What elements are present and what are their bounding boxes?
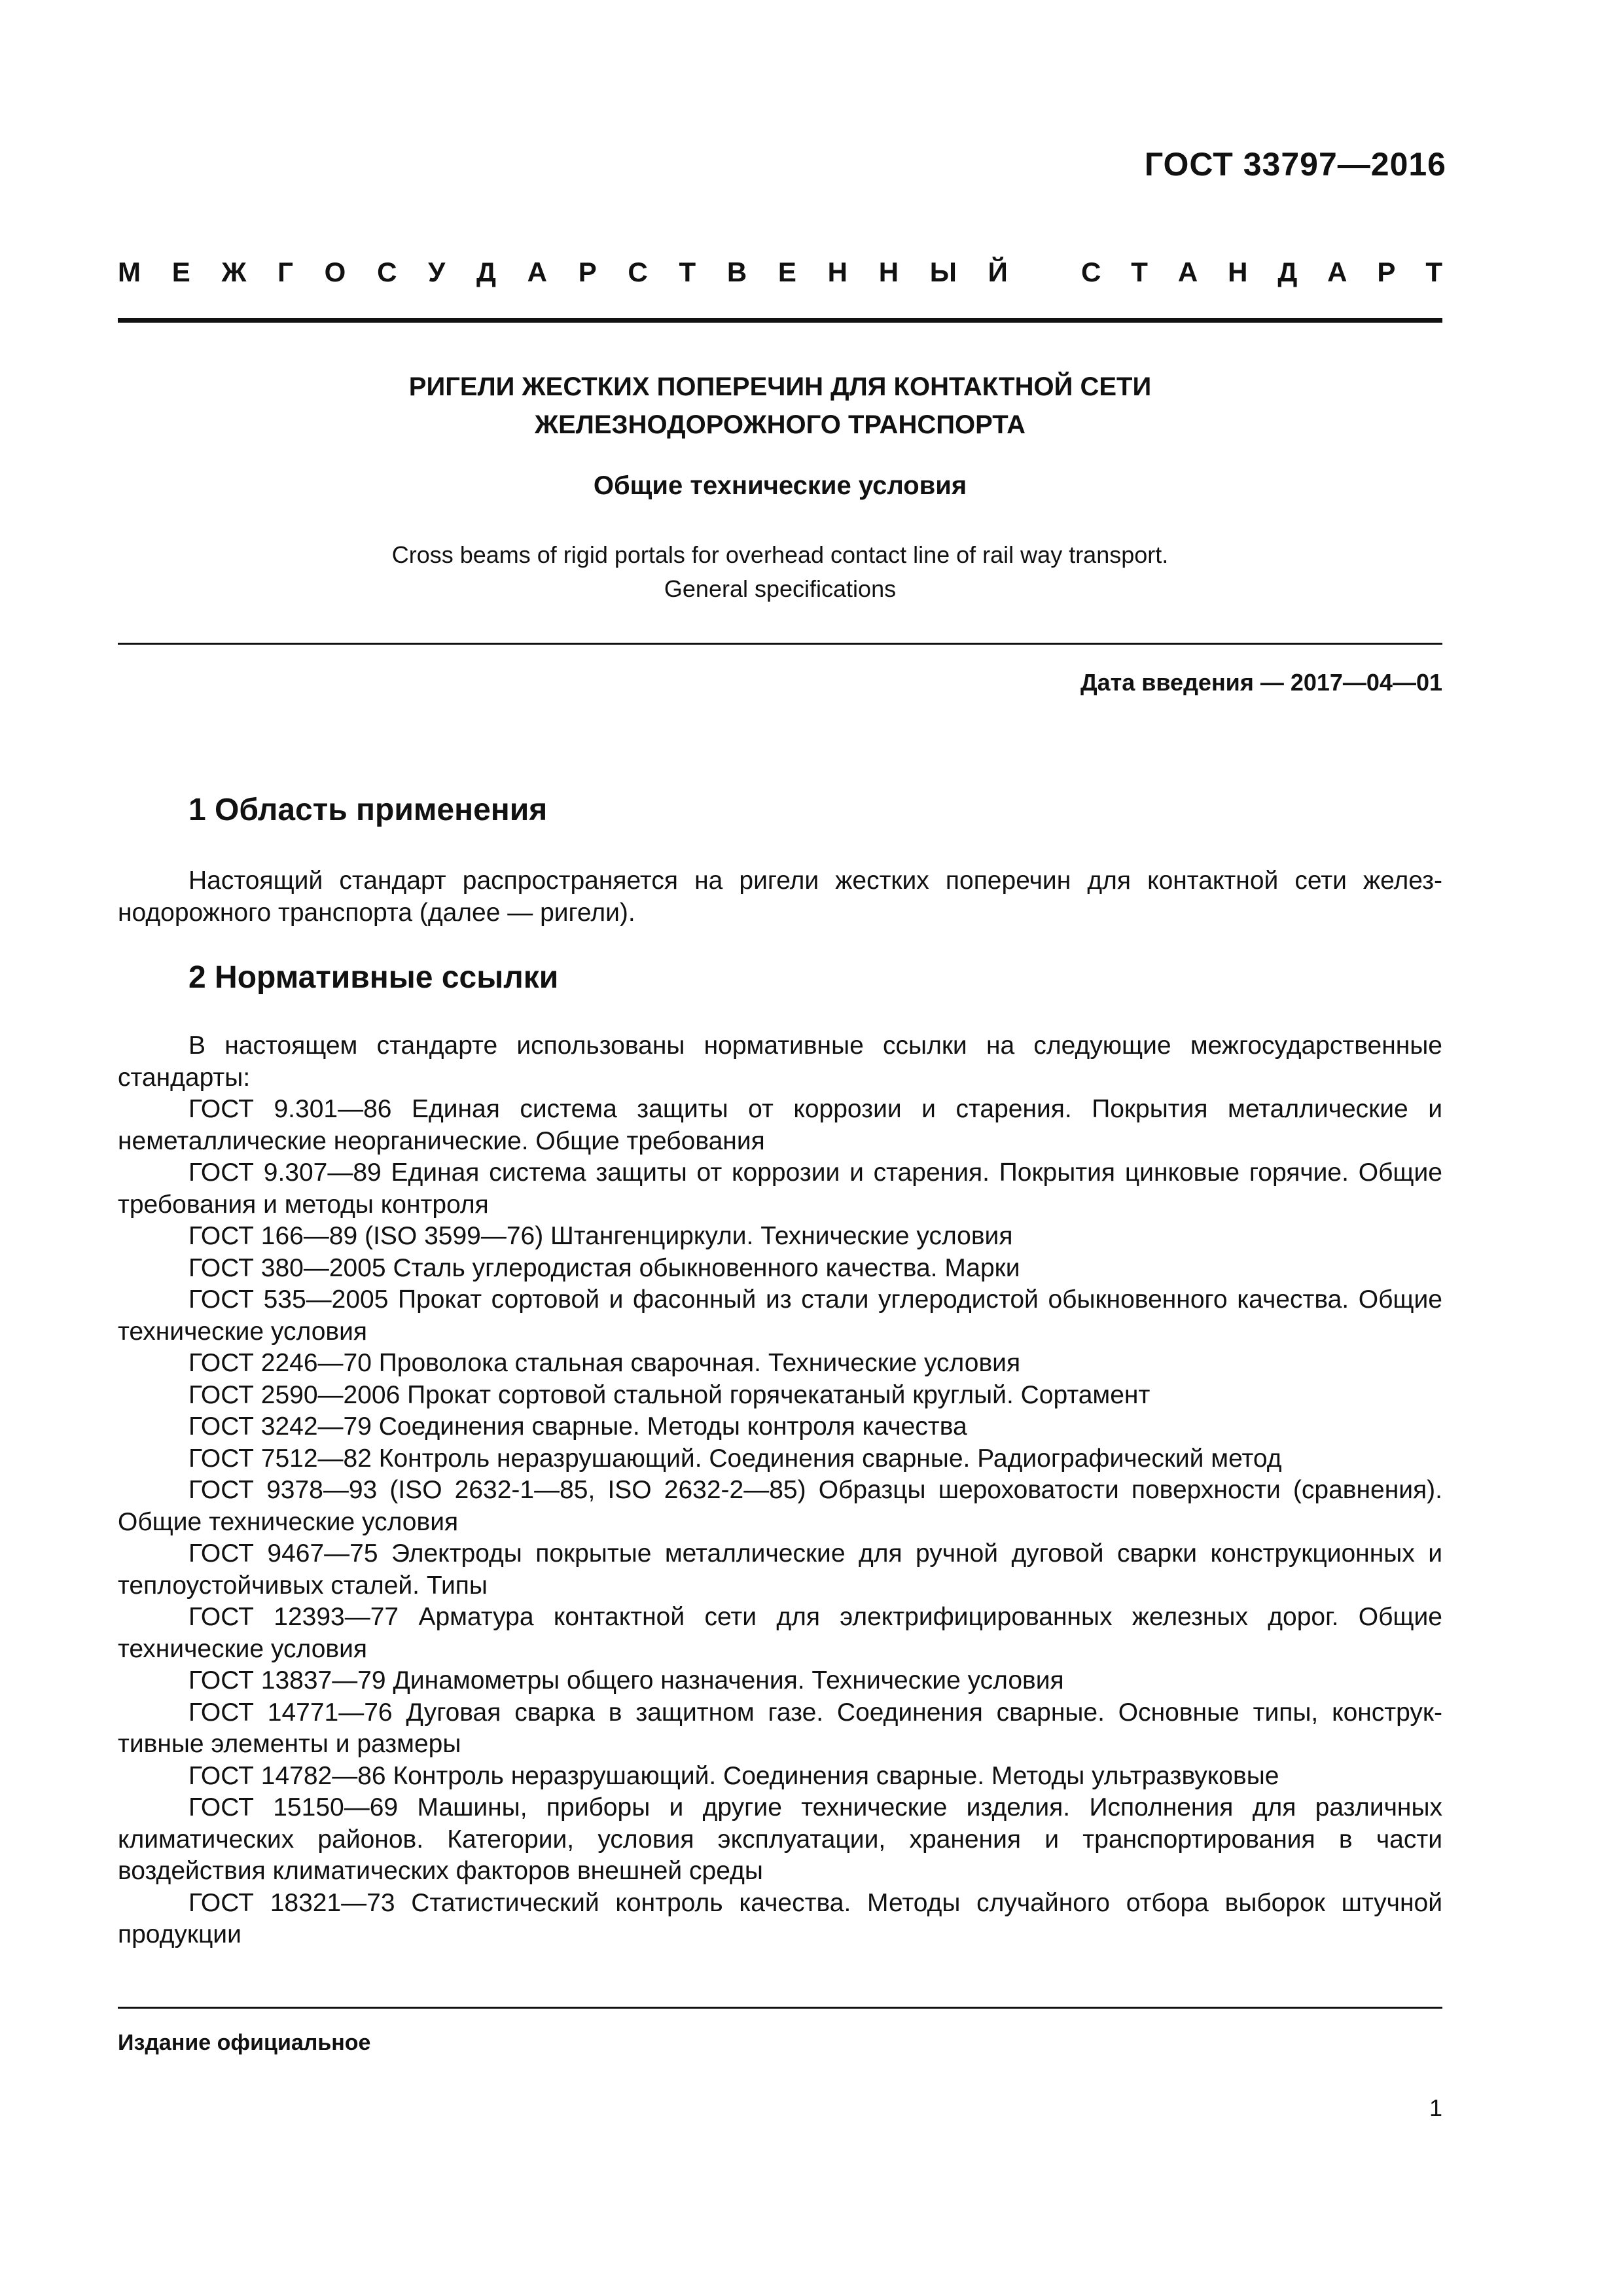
banner-word-interstate-letter: Е [777, 257, 796, 287]
banner-word-interstate-letter: Н [878, 257, 899, 287]
banner-word-interstate-letter: У [428, 257, 446, 287]
normative-reference-item: В настоящем стандарте использованы нормативные ссылки на следующие межгосударственные стандарты: [118, 1031, 1442, 1092]
banner-word-interstate-letter: Д [476, 257, 496, 287]
official-edition-label: Издание официальное [118, 2030, 371, 2055]
banner-word-interstate-letter: Е [171, 257, 190, 287]
banner-word-interstate-letter: А [527, 257, 547, 287]
title-line-2: ЖЕЛЕЗНОДОРОЖНОГО ТРАНСПОРТА [534, 410, 1026, 439]
banner-word-interstate-letter: С [377, 257, 397, 287]
banner-word-standard-letter: Т [1131, 257, 1148, 287]
normative-reference-item: ГОСТ 13837—79 Динамометры общего назначения. Технические условия [188, 1666, 1064, 1695]
page-number: 1 [1429, 2094, 1442, 2121]
banner-word-standard-letter: А [1327, 257, 1347, 287]
banner-word-interstate-letter: Г [277, 257, 293, 287]
normative-reference-item: ГОСТ 9467—75 Электроды покрытые металлические для ручной дуговой сварки конструкционных и теплоустойчивых сталей. Типы [118, 1539, 1442, 1600]
normative-reference-item: ГОСТ 7512—82 Контроль неразрушающий. Соединения сварные. Радиографический метод [188, 1444, 1282, 1473]
footer-rule [118, 2007, 1442, 2009]
normative-reference-item: ГОСТ 535—2005 Прокат сортовой и фасонный из стали углеродистой обыкновенного качества. Общие технические условия [118, 1285, 1442, 1346]
banner-word-interstate-letter: Р [578, 257, 597, 287]
title-bottom-rule [118, 643, 1442, 645]
banner-word-standard-letter: А [1177, 257, 1198, 287]
banner-word-standard [1081, 257, 1442, 288]
banner-word-interstate-letter: Ж [221, 257, 247, 287]
banner-word-standard-letter: Р [1377, 257, 1396, 287]
banner-word-standard-letter: С [1081, 257, 1101, 287]
normative-reference-item: ГОСТ 2246—70 Проволока стальная сварочная. Технические условия [188, 1349, 1021, 1377]
normative-reference-item: ГОСТ 9378—93 (ISO 2632-1—85, ISO 2632-2—85) Образцы шероховатости поверхности (сравнения). Общие технические условия [118, 1476, 1442, 1536]
normative-reference-item: ГОСТ 18321—73 Статистический контроль качества. Методы случайного отбора выборок штучной продукции [118, 1888, 1442, 1948]
normative-reference-item: ГОСТ 14771—76 Дуговая сварка в защитном газе. Соединения сварные. Основные типы, конструктивные элементы и размеры [118, 1698, 1442, 1758]
normative-reference-item: ГОСТ 9.307—89 Единая система защиты от коррозии и старения. Покрытия цинковые горячие. Общие требования и методы контроля [118, 1158, 1442, 1219]
section-2-heading: 2 Нормативные ссылки [188, 960, 559, 995]
normative-reference-item: ГОСТ 9.301—86 Единая система защиты от коррозии и старения. Покрытия металлические и неметаллические неорганические. Общие требования [118, 1095, 1442, 1155]
normative-reference-item: ГОСТ 12393—77 Арматура контактной сети для электрифицированных железных дорог. Общие технические условия [118, 1603, 1442, 1663]
title-line-1: РИГЕЛИ ЖЕСТКИХ ПОПЕРЕЧИН ДЛЯ КОНТАКТНОЙ СЕТИ [408, 372, 1152, 401]
banner-word-standard-letter: Д [1277, 257, 1298, 287]
banner-word-interstate-letter: М [118, 257, 141, 287]
normative-reference-item: ГОСТ 14782—86 Контроль неразрушающий. Соединения сварные. Методы ультразвуковые [188, 1761, 1279, 1790]
section-1-body [118, 865, 1442, 929]
normative-reference-item: ГОСТ 380—2005 Сталь углеродистая обыкновенного качества. Марки [188, 1253, 1020, 1282]
banner-word-interstate-letter: В [726, 257, 747, 287]
section-1-heading: 1 Область применения [188, 793, 548, 827]
normative-reference-item: ГОСТ 15150—69 Машины, приборы и другие технические изделия. Исполнения для различных климатических районов. Категории, условия эксплуатации, хранения и транспортирования в части воздействия климатических факторов внешней среды [118, 1793, 1442, 1885]
header-rule [118, 318, 1442, 323]
normative-reference-item: ГОСТ 3242—79 Соединения сварные. Методы контроля качества [188, 1412, 967, 1441]
english-title [118, 538, 1442, 606]
banner-word-interstate-letter: Ы [929, 257, 957, 287]
interstate-standard-banner [118, 257, 1442, 288]
normative-reference-item: ГОСТ 2590—2006 Прокат сортовой стальной горячекатаный круглый. Сортамент [188, 1380, 1150, 1409]
introduction-date: Дата введения — 2017—04—01 [1080, 669, 1442, 696]
document-number: ГОСТ 33797—2016 [1144, 146, 1446, 183]
normative-reference-item: ГОСТ 166—89 (ISO 3599—76) Штангенциркули. Технические условия [188, 1222, 1013, 1250]
banner-word-interstate-letter: Т [679, 257, 696, 287]
scope-paragraph: Настоящий стандарт распространяется на ригели жестких поперечин для контактной сети железнодорожного транспорта (далее — ригели). [118, 867, 1442, 927]
english-title-line-1: Cross beams of rigid portals for overhead contact line of rail way transport. [391, 541, 1169, 568]
banner-word-interstate [118, 257, 1008, 288]
banner-word-interstate-letter: С [628, 257, 648, 287]
document-title [118, 368, 1442, 444]
banner-word-standard-letter: Т [1425, 257, 1442, 287]
banner-word-interstate-letter: Й [988, 257, 1008, 287]
english-title-line-2: General specifications [664, 575, 897, 602]
banner-word-interstate-letter: О [324, 257, 346, 287]
document-subtitle: Общие технические условия [593, 471, 967, 500]
section-2-body [118, 1030, 1442, 1951]
banner-word-standard-letter: Н [1228, 257, 1248, 287]
banner-word-interstate-letter: Н [827, 257, 847, 287]
